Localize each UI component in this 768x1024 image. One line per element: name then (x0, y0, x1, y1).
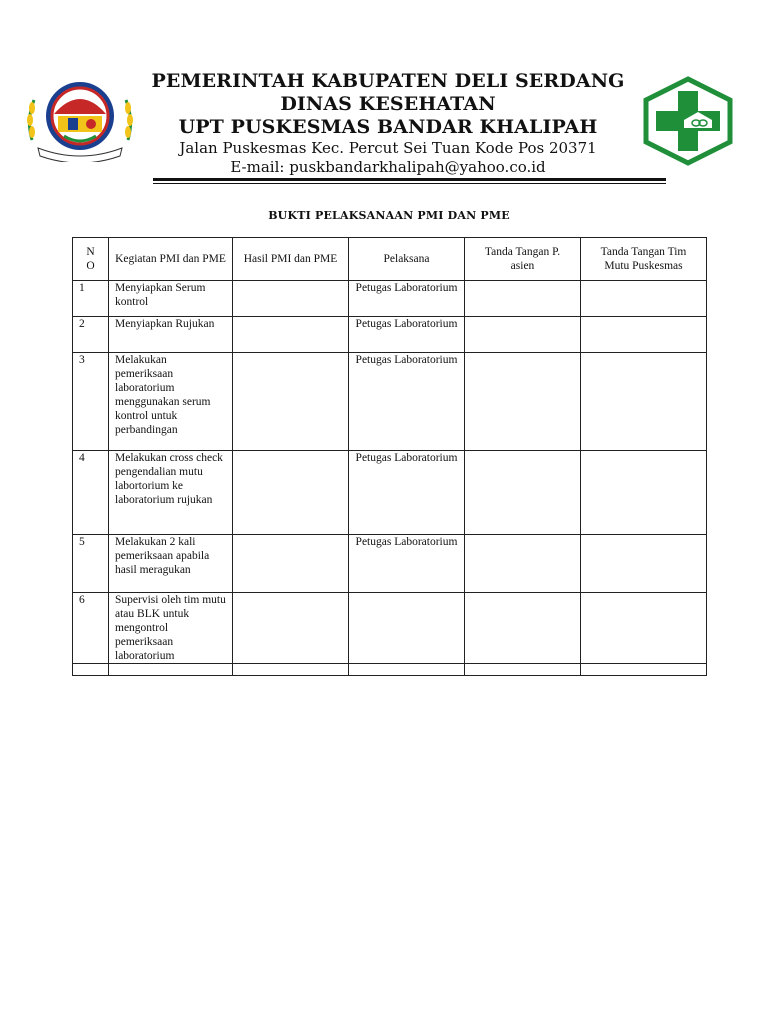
cell-no: 3 (73, 353, 109, 451)
document-title: BUKTI PELAKSANAAN PMI DAN PME (268, 209, 510, 222)
cell-ttd-tim (581, 535, 707, 593)
puskesmas-cross-logo-icon (640, 76, 736, 166)
cell-pelaksana (349, 593, 465, 664)
cell-pelaksana: Petugas Laboratorium (349, 353, 465, 451)
cell-ttd-pasien (465, 451, 581, 535)
table-row (73, 664, 707, 676)
cell-ttd-tim (581, 281, 707, 317)
cell-ttd-pasien (465, 317, 581, 353)
cell-kegiatan: Menyiapkan Rujukan (109, 317, 233, 353)
cell-no (73, 664, 109, 676)
header-divider-thin (153, 183, 666, 184)
cell-ttd-pasien (465, 281, 581, 317)
letterhead (128, 70, 648, 177)
cell-no: 1 (73, 281, 109, 317)
cell-no: 6 (73, 593, 109, 664)
col-header-no: N O (73, 238, 109, 281)
cell-pelaksana: Petugas Laboratorium (349, 535, 465, 593)
cell-pelaksana: Petugas Laboratorium (349, 317, 465, 353)
address-line: Jalan Puskesmas Kec. Percut Sei Tuan Kode Pos 20371 (179, 139, 597, 157)
cell-hasil (233, 593, 349, 664)
cell-ttd-tim (581, 317, 707, 353)
cell-ttd-pasien (465, 664, 581, 676)
agency-name: DINAS KESEHATAN (280, 93, 496, 115)
cell-kegiatan: Menyiapkan Serum kontrol (109, 281, 233, 317)
table-row (73, 281, 707, 317)
table-row (73, 593, 707, 664)
cell-ttd-tim (581, 353, 707, 451)
cell-kegiatan: Melakukan cross check pengendalian mutu labortorium ke laboratorium rujukan (109, 451, 233, 535)
cell-no: 2 (73, 317, 109, 353)
cell-hasil (233, 664, 349, 676)
cell-ttd-tim (581, 451, 707, 535)
col-header-pelaksana: Pelaksana (349, 238, 465, 281)
col-header-hasil: Hasil PMI dan PME (233, 238, 349, 281)
cell-ttd-pasien (465, 535, 581, 593)
cell-pelaksana: Petugas Laboratorium (349, 451, 465, 535)
table-row (73, 535, 707, 593)
col-header-kegiatan: Kegiatan PMI dan PME (109, 238, 233, 281)
table-row (73, 353, 707, 451)
col-header-ttd-tim: Tanda Tangan Tim Mutu Puskesmas (581, 238, 707, 281)
cell-hasil (233, 281, 349, 317)
activity-table (72, 237, 707, 676)
email-line: E-mail: puskbandarkhalipah@yahoo.co.id (230, 158, 546, 176)
cell-pelaksana: Petugas Laboratorium (349, 281, 465, 317)
cell-no: 5 (73, 535, 109, 593)
cell-hasil (233, 353, 349, 451)
table-row (73, 451, 707, 535)
table-header-row (73, 238, 707, 281)
table-row (73, 317, 707, 353)
cell-kegiatan: Supervisi oleh tim mutu atau BLK untuk mengontrol pemeriksaan laboratorium (109, 593, 233, 664)
cell-ttd-pasien (465, 353, 581, 451)
header-divider-thick (153, 178, 666, 181)
cell-hasil (233, 451, 349, 535)
cell-ttd-tim (581, 593, 707, 664)
cell-hasil (233, 317, 349, 353)
cell-ttd-pasien (465, 593, 581, 664)
cell-hasil (233, 535, 349, 593)
cell-pelaksana (349, 664, 465, 676)
cell-kegiatan: Melakukan 2 kali pemeriksaan apabila hasil meragukan (109, 535, 233, 593)
deli-serdang-crest-icon (24, 80, 136, 162)
col-header-ttd-pasien: Tanda Tangan P. asien (465, 238, 581, 281)
facility-name: UPT PUSKESMAS BANDAR KHALIPAH (178, 116, 598, 138)
cell-kegiatan: Melakukan pemeriksaan laboratorium menggunakan serum kontrol untuk perbandingan (109, 353, 233, 451)
gov-name: PEMERINTAH KABUPATEN DELI SERDANG (151, 70, 625, 92)
cell-kegiatan (109, 664, 233, 676)
cell-no: 4 (73, 451, 109, 535)
cell-ttd-tim (581, 664, 707, 676)
